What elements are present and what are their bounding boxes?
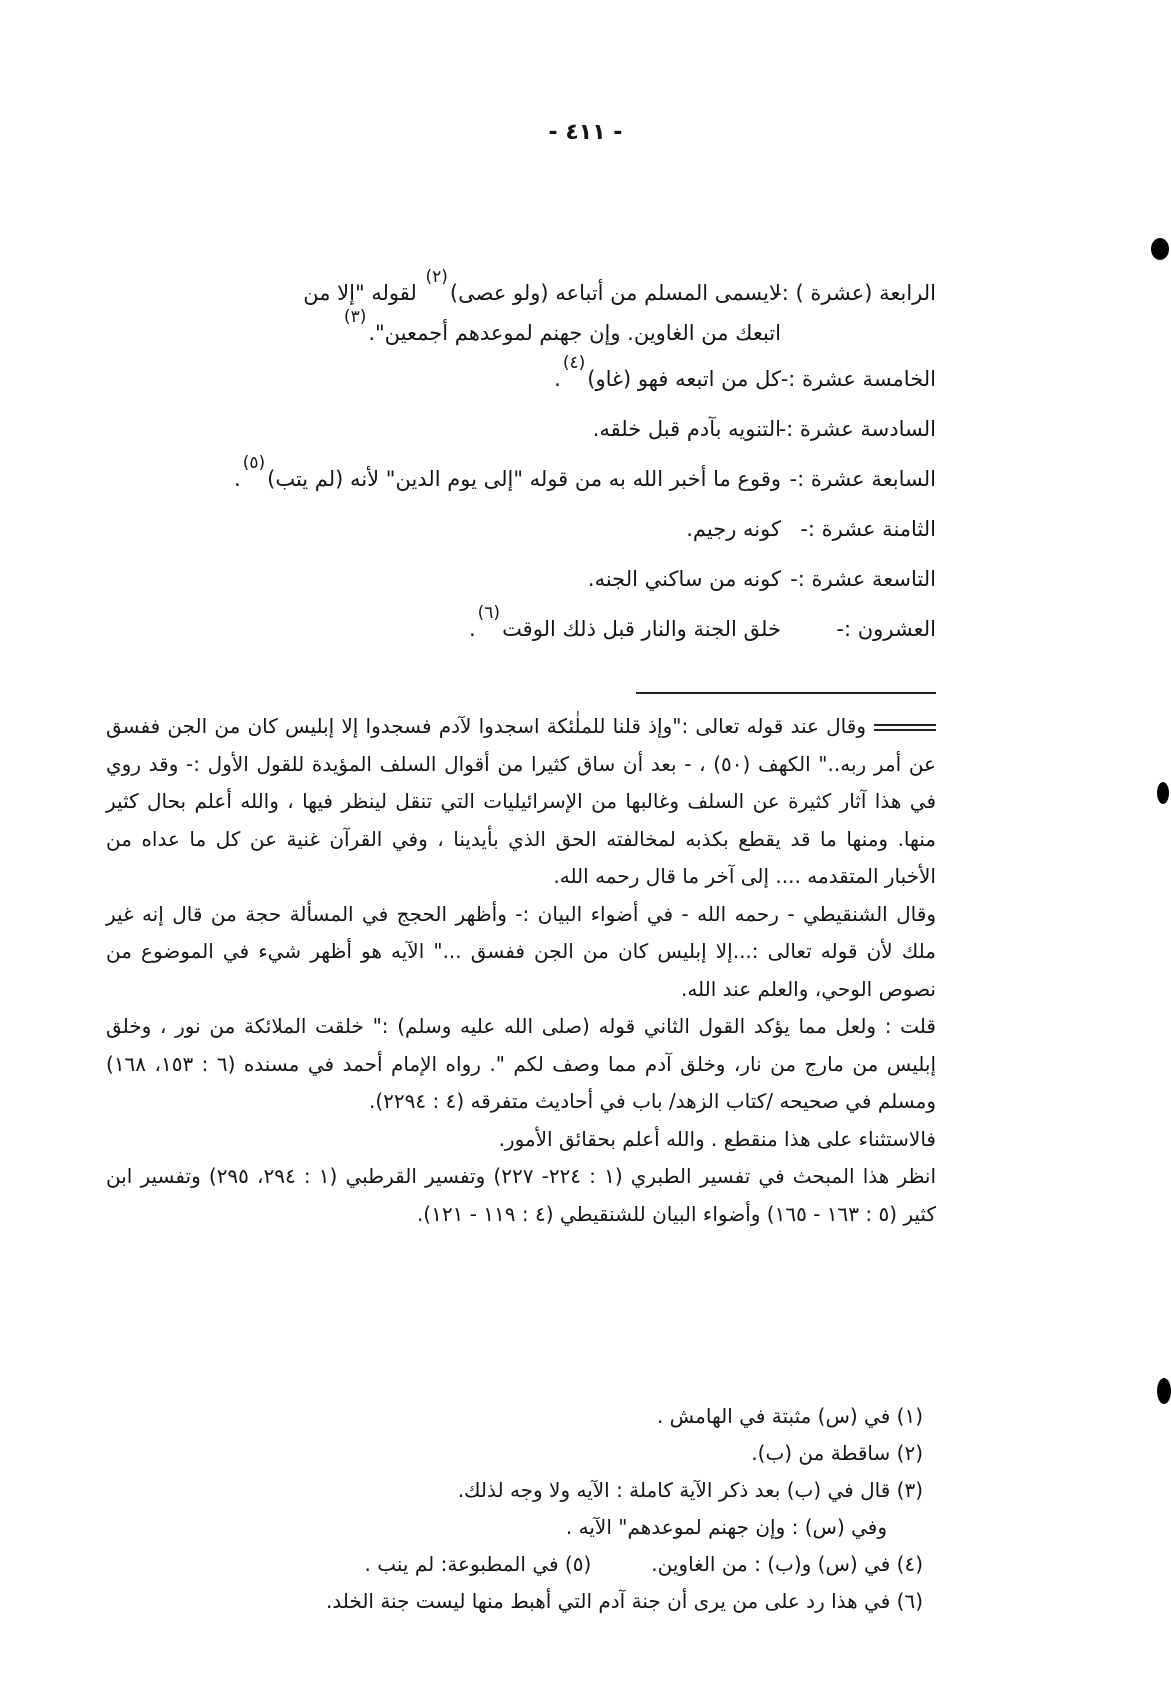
list-item-body-after: لقوله "إلا من [303, 281, 417, 305]
list-item-text [554, 354, 781, 406]
footnote: (٢) ساقطة من (ب). [751, 1441, 923, 1465]
list-item-text [234, 454, 781, 506]
commentary-paragraph: وقال الشنقيطي - رحمه الله - في أضواء البيان :- وأظهر الحجج في المسألة حجة من قال إنه غير ملك لأن قوله تعالى :...إلا إبليس كان من الجن ففسق ..." الآيه هو أظهر شيء في الموضوع من نصوص الوحي، والعلم عند الله. [106, 901, 936, 1001]
list-item [106, 268, 936, 354]
list-item-label: الرابعة (عشرة ) :- [774, 281, 936, 305]
list-item-label: التاسعة عشرة :- [790, 567, 936, 591]
footnote-separator [636, 692, 936, 694]
footnote: (٥) في المطبوعة: لم ينب . [364, 1552, 592, 1576]
list-item-label: العشرون :- [836, 617, 936, 641]
list-item-text [109, 267, 781, 354]
list-item [106, 554, 936, 604]
list-item [106, 354, 936, 404]
double-dash-mark [874, 724, 936, 731]
list-item-body-after: . [234, 467, 241, 491]
footnote: (٦) في هذا رد على من يرى أن جنة آدم التي أهبط منها ليست جنة الخلد. [325, 1589, 923, 1613]
footnote: (٣) قال في (ب) بعد ذكر الآية كاملة : الآيه ولا وجه لذلك. [457, 1478, 923, 1502]
list-item-body-after: . [554, 367, 561, 391]
footnote-row [103, 1546, 923, 1583]
footnote-ref: (٦) [477, 603, 501, 623]
footnote-ref: (٢) [425, 267, 448, 287]
paragraph-text: وقال عند قوله تعالى :"وإذ قلنا للملٰئكة اسجدوا لآدم فسجدوا إلا إبليس كان من الجن ففسق عن أمر ربه.." الكهف (٥٠) ، - بعد أن ساق كثيرا من أقوال السلف المؤيدة للقول الأول :- وقد روي في هذا آثار كثيرة عن السلف وغالبها من الإسرائيليات التي تنقل لينظر فيها ، والله أعلم بحال كثير منها. ومنها ما قد يقطع بكذبه لمخالفته الحق الذي بأيدينا ، وفي القرآن غنية عن كل ما عداه من الأخبار المتقدمه .... إلى آخر ما قال رحمه الله. [106, 714, 936, 888]
footnote-ref: (٣) [343, 307, 367, 327]
scan-edge-mark [1151, 238, 1169, 260]
commentary-paragraph: فالاستثناء على هذا منقطع . والله أعلم بحقائق الأمور. [498, 1126, 936, 1151]
scan-edge-mark [1157, 1378, 1171, 1404]
commentary-paragraph: قلت : ولعل مما يؤكد القول الثاني قوله (صلى الله عليه وسلم) :" خلقت الملائكة من نور ، وخلق إبليس من مارج من نار، وخلق آدم مما وصف لكم ". رواه الإمام أحمد في مسنده (٦ : ١٥٣، ١٦٨) ومسلم في صحيحه /كتاب الزهد/ باب في أحاديث متفرقه (٤ : ٢٢٩٤). [106, 1014, 937, 1113]
footnote: (٤) في (س) و(ب) : من الغاوين. [651, 1552, 923, 1576]
scan-edge-mark [1157, 782, 1169, 804]
list-item-text: كونه من ساكني الجنه. [587, 567, 781, 591]
list-item-label: الثامنة عشرة :- [800, 517, 936, 541]
list-item-label: الخامسة عشرة :- [780, 367, 936, 391]
commentary-paragraph [106, 708, 936, 896]
footnote: وفي (س) : وإن جهنم لموعدهم" الآيه . [565, 1515, 887, 1539]
commentary-text [106, 708, 936, 1233]
footnote-ref: (٥) [242, 453, 266, 473]
list-item-text [469, 604, 781, 656]
footnote-ref: (٤) [562, 353, 586, 373]
footnotes [103, 1398, 923, 1620]
list-item [106, 604, 936, 654]
list-item-body: خلق الجنة والنار قبل ذلك الوقت [502, 617, 781, 641]
list-item [106, 454, 936, 504]
list-item [106, 404, 936, 454]
list-item-text: كونه رجيم. [686, 517, 781, 541]
continuation-text: اتبعك من الغاوين. وإن جهنم لموعدهم أجمعين". [368, 321, 781, 345]
page-number: - ٤١١ - [548, 120, 623, 145]
list-item [106, 504, 936, 554]
numbered-list [106, 268, 936, 654]
list-item-body-after: . [468, 617, 476, 641]
footnote: (١) في (س) مثبتة في الهامش . [656, 1404, 923, 1428]
list-item-label: السابعة عشرة :- [789, 467, 936, 491]
list-item-label: السادسة عشرة :- [778, 417, 936, 441]
list-item-body: كل من اتبعه فهو (غاو) [587, 367, 781, 391]
list-item-continuation [109, 307, 781, 354]
commentary-paragraph: انظر هذا المبحث في تفسير الطبري (١ : ٢٢٤- ٢٢٧) وتفسير القرطبي (١ : ٢٩٤، ٢٩٥) وتفسير ابن كثير (٥ : ١٦٣ - ١٦٥) وأضواء البيان للشنقيطي (٤ : ١١٩ - ١٢١). [106, 1164, 937, 1226]
list-item-body: وقوع ما أخبر الله به من قوله "إلى يوم الدين" لأنه (لم يتب) [267, 467, 781, 491]
list-item-text: التنويه بآدم قبل خلقه. [592, 417, 781, 441]
list-item-body: لايسمى المسلم من أتباعه (ولو عصى) [449, 281, 781, 305]
